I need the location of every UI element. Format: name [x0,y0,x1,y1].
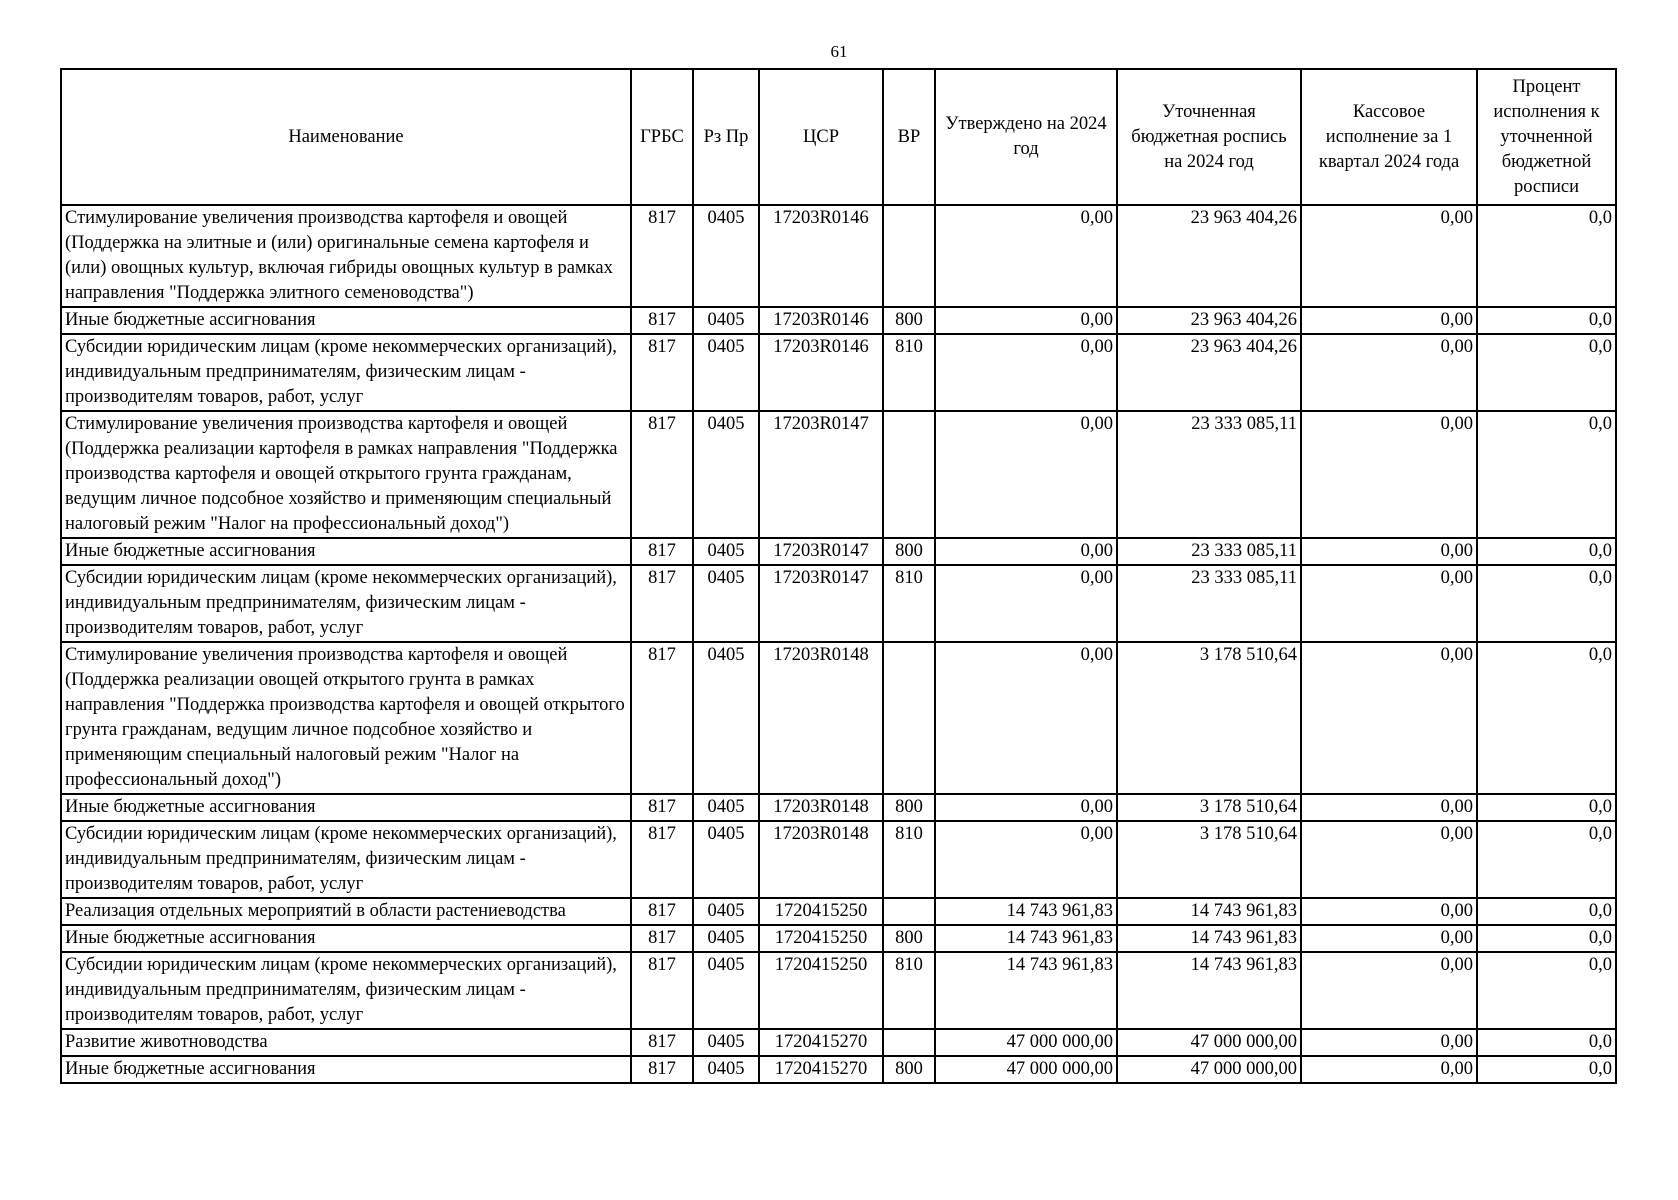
cell-approved: 0,00 [935,334,1117,411]
cell-refined: 23 333 085,11 [1117,411,1301,538]
cell-csr: 1720415250 [759,925,883,952]
cell-refined: 14 743 961,83 [1117,898,1301,925]
cell-refined: 23 333 085,11 [1117,565,1301,642]
header-csr: ЦСР [759,69,883,205]
cell-vr [883,1029,935,1056]
table-row [61,565,1616,642]
page-number: 61 [830,42,848,61]
cell-approved: 14 743 961,83 [935,952,1117,1029]
cell-name: Иные бюджетные ассигнования [61,794,631,821]
cell-cash: 0,00 [1301,565,1477,642]
cell-rzpr: 0405 [693,794,759,821]
table-row [61,334,1616,411]
cell-vr [883,411,935,538]
cell-vr: 810 [883,334,935,411]
cell-name: Субсидии юридическим лицам (кроме некоммерческих организаций), индивидуальным предпринимателям, физическим лицам - производителям товаров, работ, услуг [61,334,631,411]
cell-vr: 810 [883,821,935,898]
cell-refined: 23 963 404,26 [1117,307,1301,334]
cell-rzpr: 0405 [693,952,759,1029]
cell-approved: 47 000 000,00 [935,1029,1117,1056]
cell-csr: 17203R0148 [759,821,883,898]
table-row [61,898,1616,925]
cell-cash: 0,00 [1301,334,1477,411]
cell-refined: 47 000 000,00 [1117,1029,1301,1056]
cell-approved: 14 743 961,83 [935,898,1117,925]
cell-refined: 3 178 510,64 [1117,642,1301,794]
cell-cash: 0,00 [1301,1029,1477,1056]
cell-csr: 17203R0146 [759,307,883,334]
cell-grbs: 817 [631,205,693,307]
header-vr: ВР [883,69,935,205]
table-row [61,411,1616,538]
cell-cash: 0,00 [1301,898,1477,925]
cell-name: Субсидии юридическим лицам (кроме некоммерческих организаций), индивидуальным предпринимателям, физическим лицам - производителям товаров, работ, услуг [61,952,631,1029]
cell-percent: 0,0 [1477,538,1616,565]
cell-refined: 14 743 961,83 [1117,925,1301,952]
cell-grbs: 817 [631,925,693,952]
cell-name: Иные бюджетные ассигнования [61,538,631,565]
cell-percent: 0,0 [1477,565,1616,642]
table-row [61,642,1616,794]
table-row [61,925,1616,952]
cell-rzpr: 0405 [693,411,759,538]
cell-grbs: 817 [631,538,693,565]
cell-refined: 23 333 085,11 [1117,538,1301,565]
cell-percent: 0,0 [1477,205,1616,307]
cell-vr: 810 [883,565,935,642]
table-row [61,538,1616,565]
cell-csr: 17203R0148 [759,642,883,794]
cell-cash: 0,00 [1301,794,1477,821]
table-row [61,952,1616,1029]
cell-csr: 1720415270 [759,1029,883,1056]
cell-approved: 0,00 [935,821,1117,898]
cell-vr [883,642,935,794]
cell-rzpr: 0405 [693,565,759,642]
cell-csr: 17203R0147 [759,565,883,642]
cell-approved: 47 000 000,00 [935,1056,1117,1083]
table-row [61,307,1616,334]
header-approved: Утверждено на 2024 год [935,69,1117,205]
cell-name: Иные бюджетные ассигнования [61,1056,631,1083]
cell-cash: 0,00 [1301,205,1477,307]
cell-name: Субсидии юридическим лицам (кроме некоммерческих организаций), индивидуальным предпринимателям, физическим лицам - производителям товаров, работ, услуг [61,821,631,898]
cell-approved: 0,00 [935,307,1117,334]
cell-rzpr: 0405 [693,925,759,952]
cell-csr: 17203R0147 [759,538,883,565]
cell-refined: 14 743 961,83 [1117,952,1301,1029]
cell-name: Стимулирование увеличения производства картофеля и овощей (Поддержка на элитные и (или) оригинальные семена картофеля и (или) овощных культур, включая гибриды овощных культур в рамках направления "Поддержка элитного семеноводства") [61,205,631,307]
cell-csr: 17203R0147 [759,411,883,538]
cell-cash: 0,00 [1301,642,1477,794]
cell-csr: 17203R0146 [759,334,883,411]
cell-vr: 800 [883,307,935,334]
cell-name: Субсидии юридическим лицам (кроме некоммерческих организаций), индивидуальным предпринимателям, физическим лицам - производителям товаров, работ, услуг [61,565,631,642]
cell-name: Стимулирование увеличения производства картофеля и овощей (Поддержка реализации картофеля в рамках направления "Поддержка производства картофеля и овощей открытого грунта гражданам, ведущим личное подсобное хозяйство и применяющим специальный налоговый режим "Налог на профессиональный доход") [61,411,631,538]
cell-vr [883,205,935,307]
cell-name: Развитие животноводства [61,1029,631,1056]
cell-vr: 800 [883,1056,935,1083]
cell-grbs: 817 [631,334,693,411]
cell-percent: 0,0 [1477,898,1616,925]
cell-percent: 0,0 [1477,642,1616,794]
cell-grbs: 817 [631,565,693,642]
cell-csr: 1720415250 [759,952,883,1029]
cell-percent: 0,0 [1477,1056,1616,1083]
cell-grbs: 817 [631,794,693,821]
cell-refined: 23 963 404,26 [1117,334,1301,411]
cell-approved: 0,00 [935,642,1117,794]
cell-rzpr: 0405 [693,1056,759,1083]
cell-grbs: 817 [631,1056,693,1083]
cell-percent: 0,0 [1477,794,1616,821]
cell-percent: 0,0 [1477,1029,1616,1056]
header-grbs: ГРБС [631,69,693,205]
cell-name: Реализация отдельных мероприятий в области растениеводства [61,898,631,925]
cell-approved: 0,00 [935,794,1117,821]
cell-grbs: 817 [631,1029,693,1056]
cell-percent: 0,0 [1477,307,1616,334]
cell-rzpr: 0405 [693,205,759,307]
cell-grbs: 817 [631,307,693,334]
cell-approved: 14 743 961,83 [935,925,1117,952]
cell-name: Стимулирование увеличения производства картофеля и овощей (Поддержка реализации овощей открытого грунта в рамках направления "Поддержка производства картофеля и овощей открытого грунта гражданам, ведущим личное подсобное хозяйство и применяющим специальный налоговый режим "Налог на профессиональный доход") [61,642,631,794]
cell-cash: 0,00 [1301,821,1477,898]
cell-vr: 810 [883,952,935,1029]
cell-percent: 0,0 [1477,952,1616,1029]
cell-percent: 0,0 [1477,925,1616,952]
cell-rzpr: 0405 [693,898,759,925]
cell-cash: 0,00 [1301,952,1477,1029]
cell-csr: 1720415270 [759,1056,883,1083]
table-row [61,205,1616,307]
cell-vr: 800 [883,538,935,565]
cell-grbs: 817 [631,411,693,538]
cell-rzpr: 0405 [693,307,759,334]
cell-vr: 800 [883,925,935,952]
cell-cash: 0,00 [1301,1056,1477,1083]
cell-name: Иные бюджетные ассигнования [61,925,631,952]
cell-percent: 0,0 [1477,334,1616,411]
cell-cash: 0,00 [1301,411,1477,538]
cell-rzpr: 0405 [693,821,759,898]
table-row [61,1029,1616,1056]
table-row [61,794,1616,821]
table-row [61,821,1616,898]
cell-refined: 3 178 510,64 [1117,821,1301,898]
cell-grbs: 817 [631,898,693,925]
header-row [61,69,1616,205]
cell-rzpr: 0405 [693,642,759,794]
cell-approved: 0,00 [935,538,1117,565]
header-name: Наименование [61,69,631,205]
cell-approved: 0,00 [935,411,1117,538]
budget-table [60,68,1617,1084]
cell-refined: 3 178 510,64 [1117,794,1301,821]
cell-grbs: 817 [631,642,693,794]
cell-percent: 0,0 [1477,411,1616,538]
cell-csr: 17203R0146 [759,205,883,307]
header-rzpr: Рз Пр [693,69,759,205]
cell-grbs: 817 [631,821,693,898]
table-row [61,1056,1616,1083]
header-cash: Кассовое исполнение за 1 квартал 2024 года [1301,69,1477,205]
cell-approved: 0,00 [935,565,1117,642]
cell-refined: 23 963 404,26 [1117,205,1301,307]
cell-csr: 17203R0148 [759,794,883,821]
cell-cash: 0,00 [1301,538,1477,565]
cell-csr: 1720415250 [759,898,883,925]
cell-approved: 0,00 [935,205,1117,307]
cell-cash: 0,00 [1301,925,1477,952]
cell-rzpr: 0405 [693,538,759,565]
cell-rzpr: 0405 [693,334,759,411]
cell-rzpr: 0405 [693,1029,759,1056]
cell-percent: 0,0 [1477,821,1616,898]
cell-name: Иные бюджетные ассигнования [61,307,631,334]
cell-vr: 800 [883,794,935,821]
cell-refined: 47 000 000,00 [1117,1056,1301,1083]
cell-vr [883,898,935,925]
cell-grbs: 817 [631,952,693,1029]
header-refined: Уточненная бюджетная роспись на 2024 год [1117,69,1301,205]
header-percent: Процент исполнения к уточненной бюджетной росписи [1477,69,1616,205]
cell-cash: 0,00 [1301,307,1477,334]
